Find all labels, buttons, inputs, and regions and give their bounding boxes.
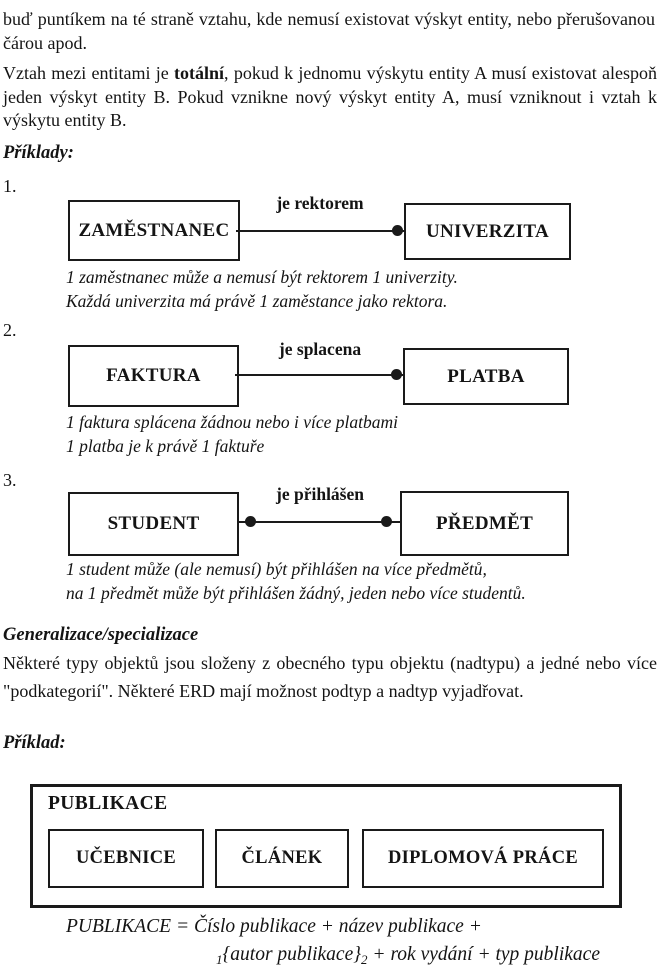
subtype-box-diplomova-prace: DIPLOMOVÁ PRÁCE — [362, 829, 604, 888]
supertype-label: PUBLIKACE — [48, 793, 168, 814]
intro-paragraph: buď puntíkem na té straně vztahu, kde nemusí existovat výskyt entity, nebo přerušovanou čárou apod. — [3, 9, 655, 53]
example-heading: Příklad: — [3, 733, 66, 753]
example-1-caption-line1: 1 zaměstnanec může a nemusí být rektorem 1 univerzity. — [66, 267, 458, 287]
example-3-caption-line2: na 1 předmět může být přihlášen žádný, jeden nebo více studentů. — [66, 582, 526, 603]
example-3-caption-line1: 1 student může (ale nemusí) být přihlášen na více předmětů, — [66, 559, 487, 579]
supertype-box-publikace — [30, 784, 622, 908]
cardinality-dot-left — [245, 516, 256, 527]
example-3-number: 3. — [3, 470, 17, 490]
example-2-caption-line1: 1 faktura splácena žádnou nebo i více platbami — [66, 412, 398, 432]
total-paragraph-pre: Vztah mezi entitami je — [3, 63, 175, 83]
formula-body: {autor publikace} — [222, 944, 362, 965]
total-relationship-paragraph — [3, 62, 657, 133]
subtype-box-ucebnice: UČEBNICE — [48, 829, 204, 888]
relationship-line — [235, 374, 405, 376]
entity-box-platba: PLATBA — [403, 348, 569, 405]
example-1-caption — [66, 266, 458, 313]
entity-box-student: STUDENT — [68, 492, 239, 556]
example-1-number: 1. — [3, 176, 17, 196]
relationship-line — [237, 521, 400, 523]
formula-subscript-close: 2 — [361, 952, 368, 967]
example-2-caption-line2: 1 platba je k právě 1 faktuře — [66, 435, 265, 456]
example-2-number: 2. — [3, 320, 17, 340]
cardinality-dot-right — [391, 369, 402, 380]
entity-box-zamestnanec: ZAMĚSTNANEC — [68, 200, 240, 261]
subtype-box-clanek: ČLÁNEK — [215, 829, 349, 888]
entity-box-univerzita: UNIVERZITA — [404, 203, 571, 260]
example-2-caption — [66, 411, 398, 458]
examples-heading: Příklady: — [3, 143, 74, 163]
cardinality-dot-right — [392, 225, 403, 236]
generalization-heading: Generalizace/specializace — [3, 625, 199, 645]
relationship-line — [236, 230, 406, 232]
entity-box-predmet: PŘEDMĚT — [400, 491, 569, 556]
generalization-paragraph: Některé typy objektů jsou složeny z obecného typu objektu (nadtypu) a jedné nebo více "podkategorií". Některé ERD mají možnost podtyp a nadtyp vyjadřovat. — [3, 653, 657, 701]
formula-line-2 — [216, 944, 600, 968]
formula-line-1: PUBLIKACE = Číslo publikace + název publikace + — [66, 916, 482, 937]
example-3-caption — [66, 558, 526, 605]
relationship-label-je-splacena: je splacena — [278, 339, 362, 359]
total-keyword: totální — [174, 63, 225, 83]
total-paragraph-post: , pokud k jednomu výskytu entity A musí existovat alespoň jeden výskyt entity B. Pokud vznikne nový výskyt entity A, musí vzniknout i vztah k výskytu entity B. — [3, 63, 657, 130]
cardinality-dot-right — [381, 516, 392, 527]
formula-rest: + rok vydání + typ publikace — [367, 944, 600, 965]
entity-box-faktura: FAKTURA — [68, 345, 239, 407]
formula-subscript-open: 1 — [216, 952, 223, 967]
relationship-label-je-rektorem: je rektorem — [276, 193, 364, 213]
example-1-caption-line2: Každá univerzita má právě 1 zaměstance jako rektora. — [66, 290, 448, 311]
relationship-label-je-prihlasen: je přihlášen — [276, 484, 364, 504]
